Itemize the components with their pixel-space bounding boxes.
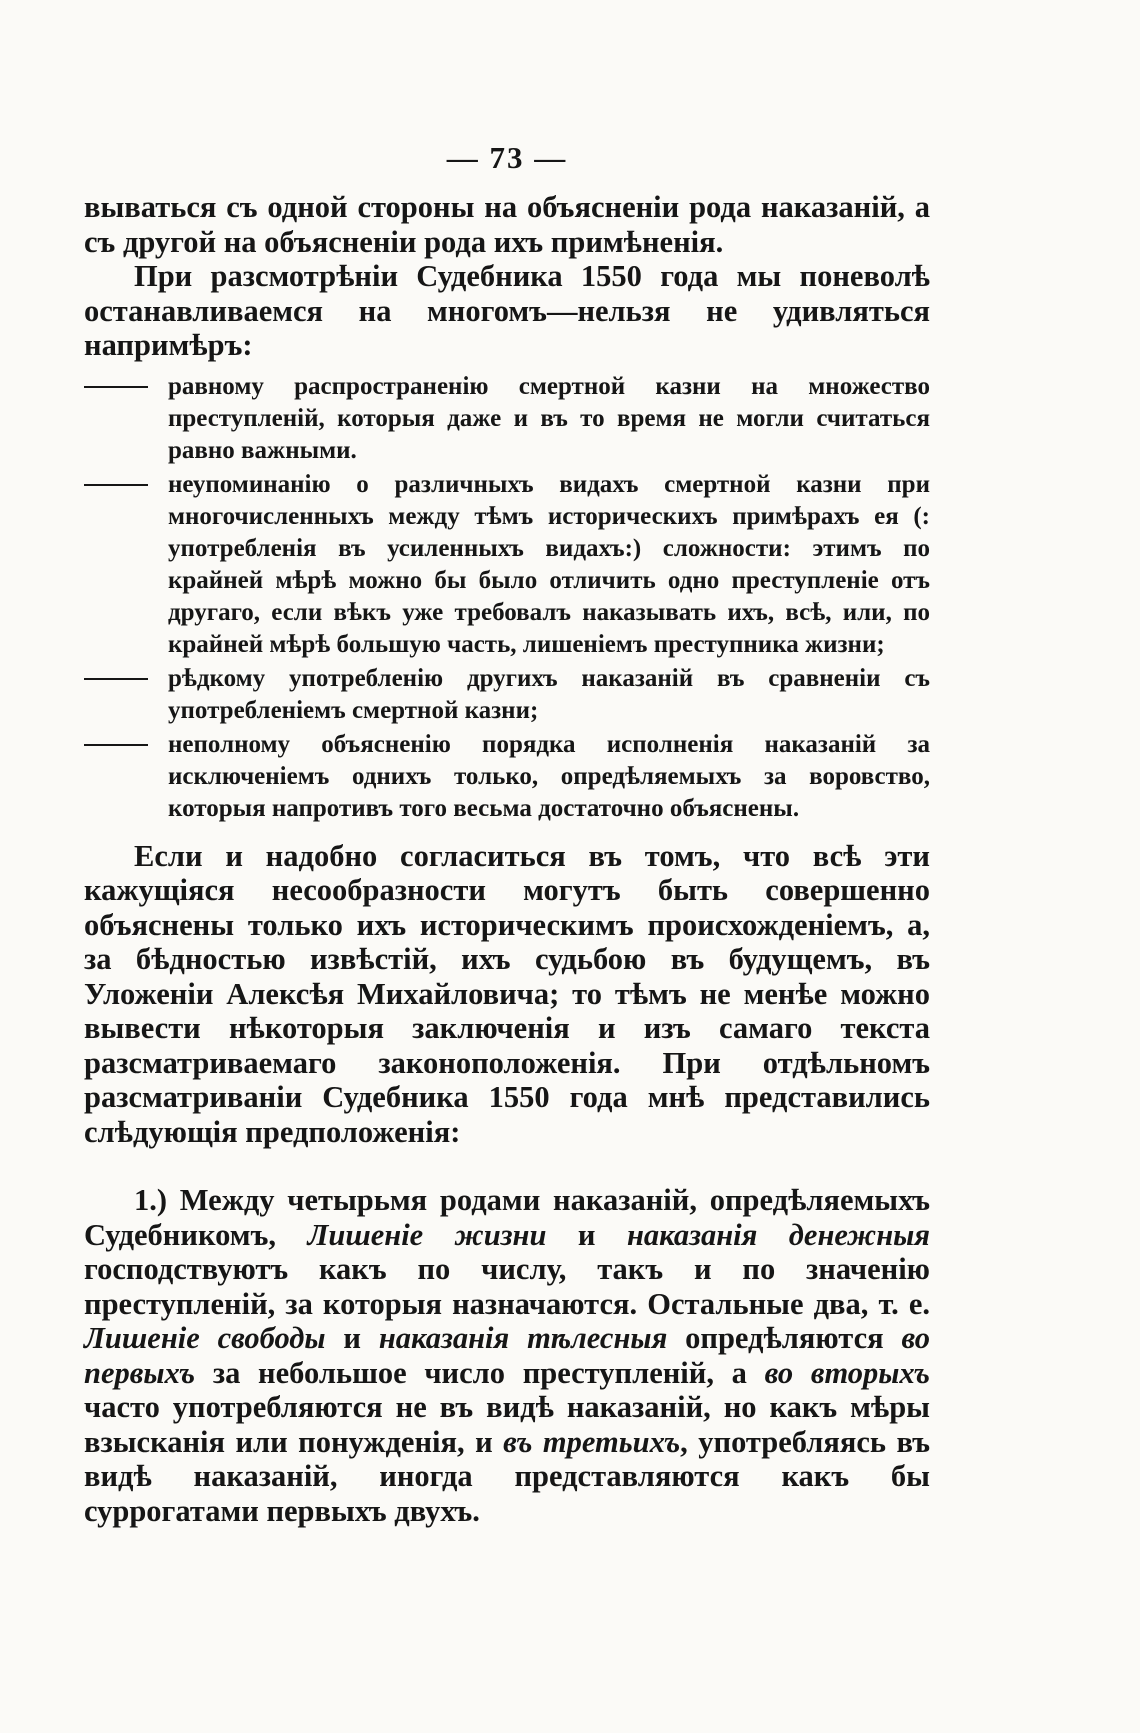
text-run: и xyxy=(325,1321,379,1355)
dash-mark xyxy=(84,386,148,388)
paragraph-intro: вываться съ одной стороны на объясненіи рода наказаній, а съ другой на объясненіи рода ихъ примѣненія. xyxy=(84,190,930,259)
page-number: — 73 — xyxy=(446,140,568,175)
text-run: господствуютъ какъ по числу, такъ и по значенію преступленій, за которыя назначаются. Остальные два, т. е. xyxy=(84,1252,930,1321)
text-run: и xyxy=(546,1217,627,1252)
list-item xyxy=(84,663,930,727)
dash-mark xyxy=(84,678,148,680)
emphasis-term: въ третьихъ xyxy=(503,1424,681,1459)
text-run: опредѣляются xyxy=(667,1321,902,1355)
emphasis-term: Лишеніе жизни xyxy=(307,1217,547,1252)
text-run: часто употребляются не въ видѣ наказаній, но какъ мѣры взысканія или понужденія, и xyxy=(84,1390,930,1459)
text-run: 1.) Между четырьмя родами наказаній, опредѣляемыхъ Судебникомъ, xyxy=(84,1183,930,1252)
emphasis-term: во первыхъ xyxy=(84,1321,930,1390)
dash-mark xyxy=(84,744,148,746)
list-item-text: рѣдкому употребленію другихъ наказаній въ сравненіи съ употребленіемъ смертной казни; xyxy=(168,664,930,724)
emphasis-term: Лишеніе свободы xyxy=(84,1321,326,1355)
emphasis-term: наказанія тѣлесныя xyxy=(378,1321,668,1355)
paragraph-3 xyxy=(84,1183,930,1528)
text-run: за небольшое число преступленій, а xyxy=(195,1355,765,1390)
list-item xyxy=(84,729,930,825)
dash-list xyxy=(84,371,930,825)
list-item-text: неполному объясненію порядка исполненія наказаній за исключеніемъ однихъ только, опредѣляемыхъ за воровство, которыя напротивъ того весьма достаточно объяснены. xyxy=(168,730,930,822)
text-run: , употребляясь въ видѣ наказаній, иногда представляются какъ бы суррогатами первыхъ двухъ. xyxy=(84,1424,930,1528)
paragraph-1: При разсмотрѣніи Судебника 1550 года мы поневолѣ останавливаемся на многомъ—нельзя не удивляться напримѣръ: xyxy=(84,259,930,362)
list-item xyxy=(84,469,930,661)
emphasis-term: наказанія денежныя xyxy=(626,1217,931,1252)
list-item xyxy=(84,371,930,467)
list-item-text: равному распространенію смертной казни на множество преступленій, которыя даже и въ то время не могли считаться равно важными. xyxy=(168,372,930,464)
list-item-text: неупоминанію о различныхъ видахъ смертной казни при многочисленныхъ между тѣмъ историческихъ примѣрахъ ея (: употребленія въ усиленныхъ видахъ:) сложности: этимъ по крайней мѣрѣ можно бы было отличить одно преступленіе отъ другаго, если вѣкъ уже требовалъ наказывать ихъ, всѣ, или, по крайней мѣрѣ большую часть, лишеніемъ преступника жизни; xyxy=(168,470,930,658)
emphasis-term: во вторыхъ xyxy=(764,1355,930,1390)
paragraph-2: Если и надобно согласиться въ томъ, что всѣ эти кажущіяся несообразности могутъ быть совершенно объяснены только ихъ историческимъ происхожденіемъ, а, за бѣдностью извѣстій, ихъ судьбою въ будущемъ, въ Уложеніи Алексѣя Михайловича; то тѣмъ не менѣе можно вывести нѣкоторыя заключенія и изъ самаго текста разсматриваемаго законоположенія. При отдѣльномъ разсматриваніи Судебника 1550 года мнѣ представились слѣдующія предположенія: xyxy=(84,838,930,1149)
dash-mark xyxy=(84,484,148,486)
page xyxy=(84,140,930,1528)
